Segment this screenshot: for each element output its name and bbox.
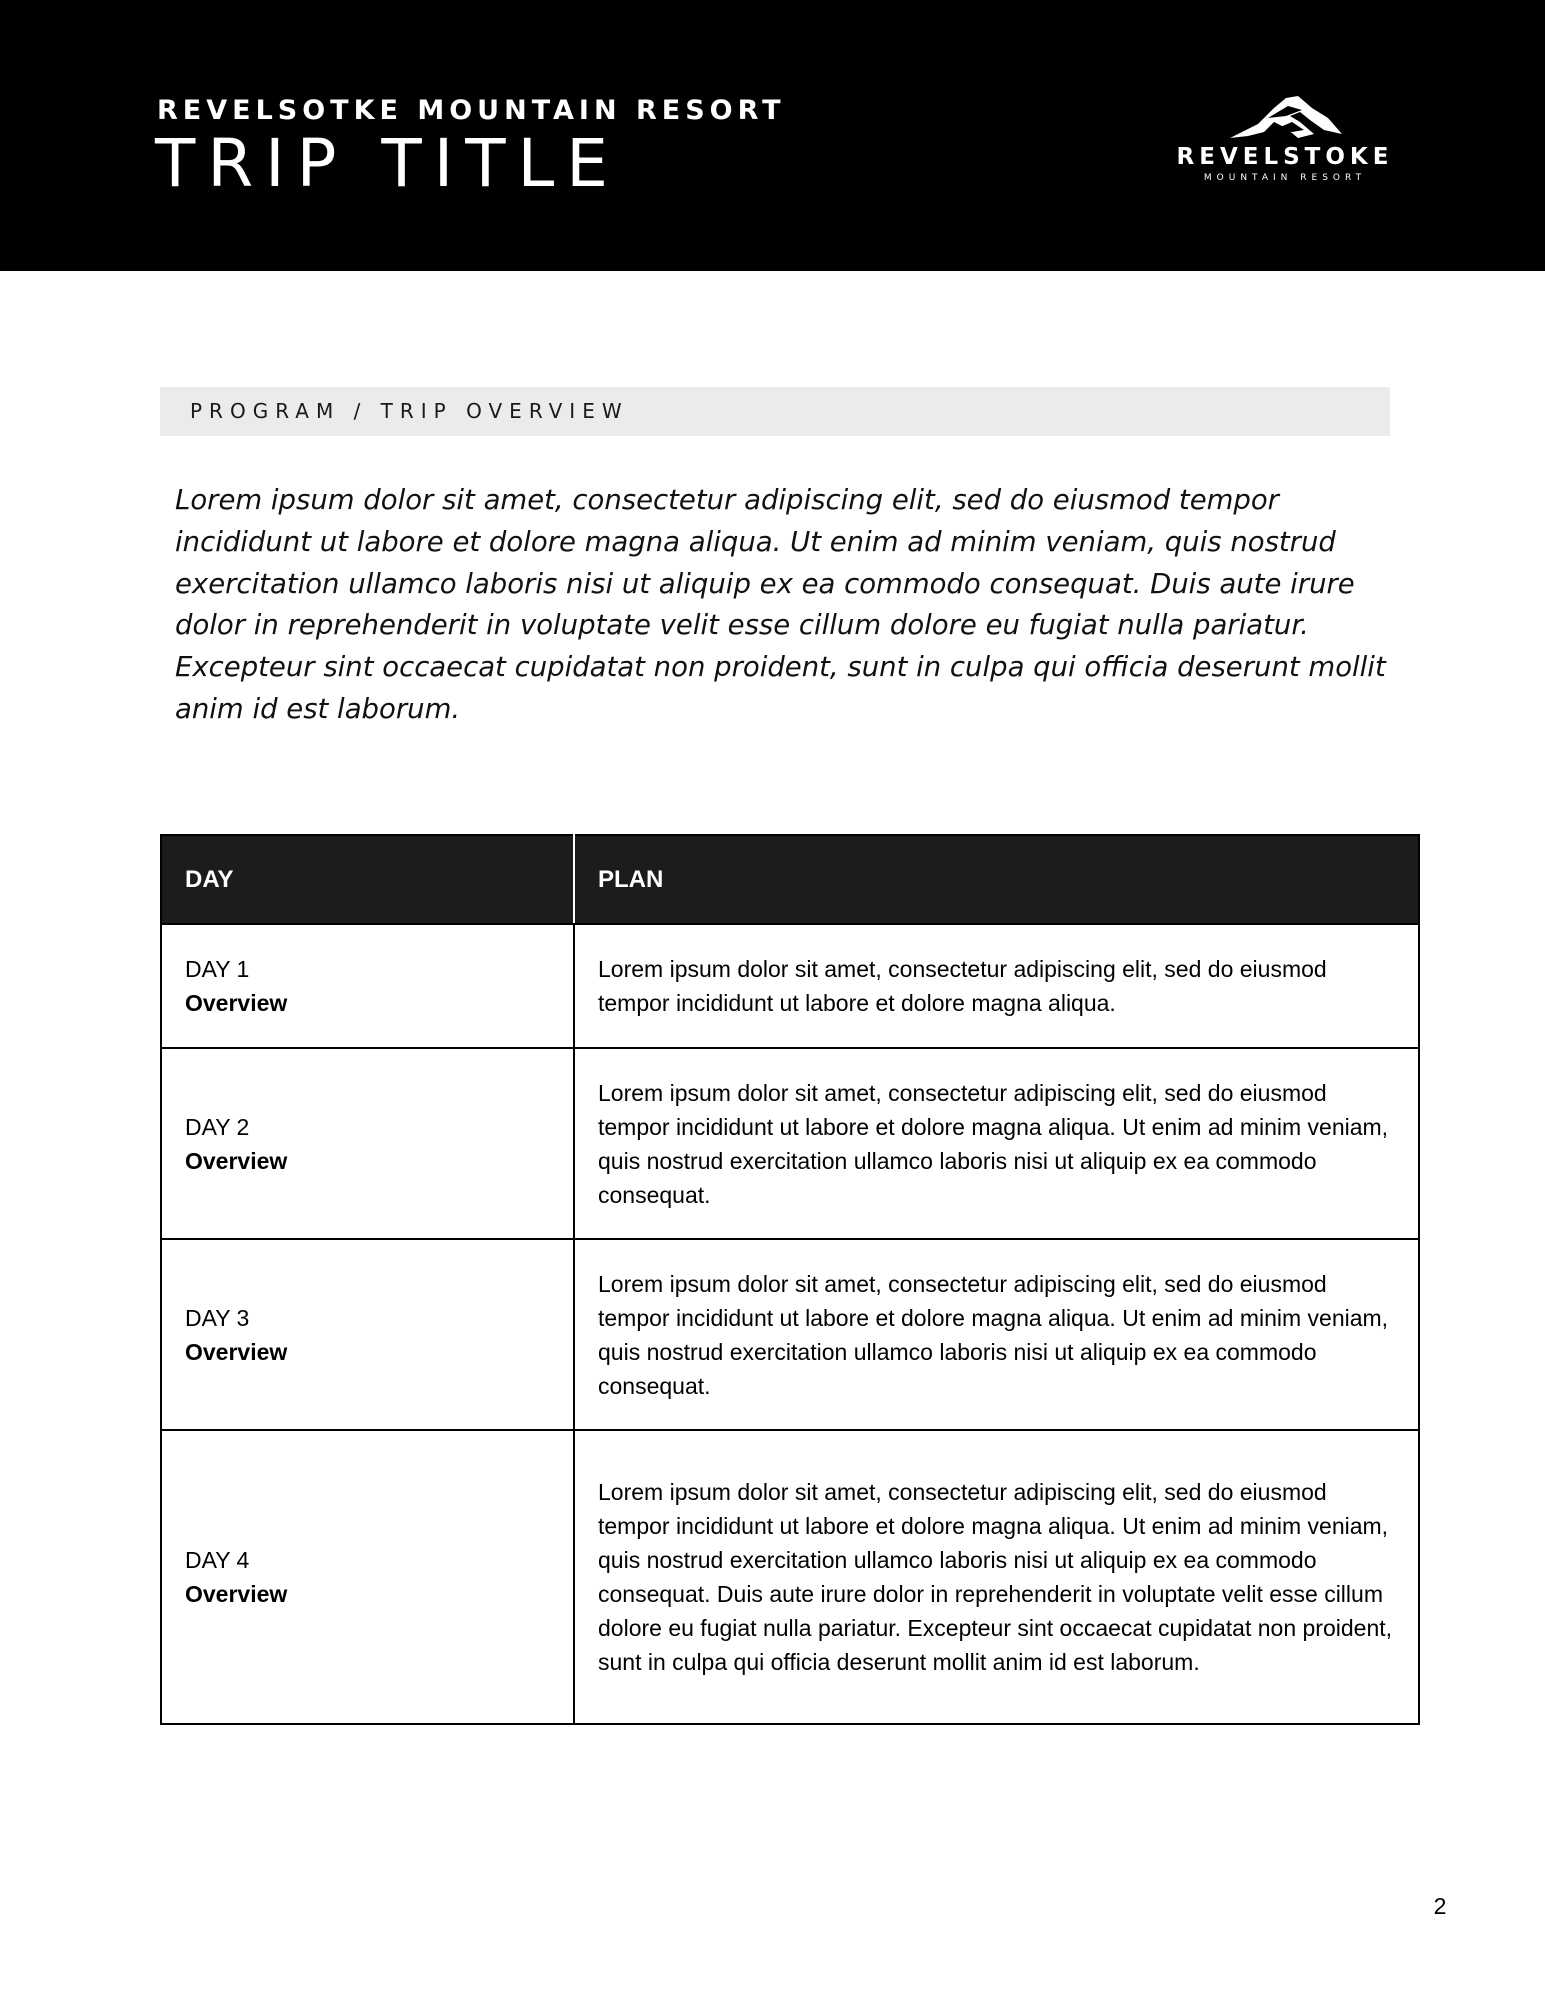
plan-cell: Lorem ipsum dolor sit amet, consectetur adipiscing elit, sed do eiusmod tempor incididunt ut labore et dolore magna aliqua. Ut enim ad minim veniam, quis nostrud exercitation ullamco laboris nisi ut aliquip ex ea commodo consequat. Duis aute irure dolor in reprehenderit in voluptate velit esse cillum dolore eu fugiat nulla pariatur. Excepteur sint occaecat cupidatat non proident, sunt in culpa qui officia deserunt mollit anim id est laborum. [574, 1430, 1419, 1724]
plan-cell: Lorem ipsum dolor sit amet, consectetur adipiscing elit, sed do eiusmod tempor incididunt ut labore et dolore magna aliqua. [574, 924, 1419, 1048]
day-cell [161, 1048, 574, 1239]
day-label: DAY 1 [185, 956, 250, 982]
day-subtitle: Overview [185, 1581, 288, 1607]
day-cell [161, 924, 574, 1048]
revelstoke-logo [1170, 94, 1400, 190]
day-cell [161, 1239, 574, 1430]
plan-cell: Lorem ipsum dolor sit amet, consectetur adipiscing elit, sed do eiusmod tempor incididunt ut labore et dolore magna aliqua. Ut enim ad minim veniam, quis nostrud exercitation ullamco laboris nisi ut aliquip ex ea commodo consequat. [574, 1239, 1419, 1430]
day-label: DAY 3 [185, 1304, 250, 1331]
column-header-plan: PLAN [574, 835, 1419, 924]
overview-paragraph: Lorem ipsum dolor sit amet, consectetur adipiscing elit, sed do eiusmod tempor incididunt ut labore et dolore magna aliqua. Ut enim ad minim veniam, quis nostrud exercitation ullamco laboris nisi ut aliquip ex ea commodo consequat. Duis aute irure dolor in reprehenderit in voluptate velit esse cillum dolore eu fugiat nulla pariatur. Excepteur sint occaecat cupidatat non proident, sunt in culpa qui officia deserunt mollit anim id est laborum. [175, 484, 1386, 725]
day-subtitle: Overview [185, 990, 288, 1016]
trip-title: TRIP TITLE [155, 125, 620, 202]
mountain-logo-icon [1228, 94, 1344, 144]
table-row [161, 924, 1419, 1048]
resort-name: REVELSOTKE MOUNTAIN RESORT [157, 95, 786, 126]
day-subtitle: Overview [185, 1147, 288, 1174]
column-header-day: DAY [161, 835, 574, 924]
itinerary-table [160, 834, 1420, 1725]
plan-cell: Lorem ipsum dolor sit amet, consectetur adipiscing elit, sed do eiusmod tempor incididunt ut labore et dolore magna aliqua. Ut enim ad minim veniam, quis nostrud exercitation ullamco laboris nisi ut aliquip ex ea commodo consequat. [574, 1048, 1419, 1239]
day-label: DAY 2 [185, 1113, 250, 1140]
table-row [161, 1430, 1419, 1724]
section-label: PROGRAM / TRIP OVERVIEW [190, 399, 629, 423]
table-row [161, 1239, 1419, 1430]
day-subtitle: Overview [185, 1338, 288, 1365]
day-label: DAY 4 [185, 1547, 250, 1573]
logo-tagline: MOUNTAIN RESORT [1203, 173, 1367, 183]
day-cell [161, 1430, 574, 1724]
page-number: 2 [1433, 1893, 1447, 1919]
page-header [0, 0, 1545, 271]
section-header-bar [160, 387, 1390, 436]
logo-wordmark: REVELSTOKE [1176, 144, 1394, 170]
table-row [161, 1048, 1419, 1239]
table-header-row [161, 835, 1419, 924]
